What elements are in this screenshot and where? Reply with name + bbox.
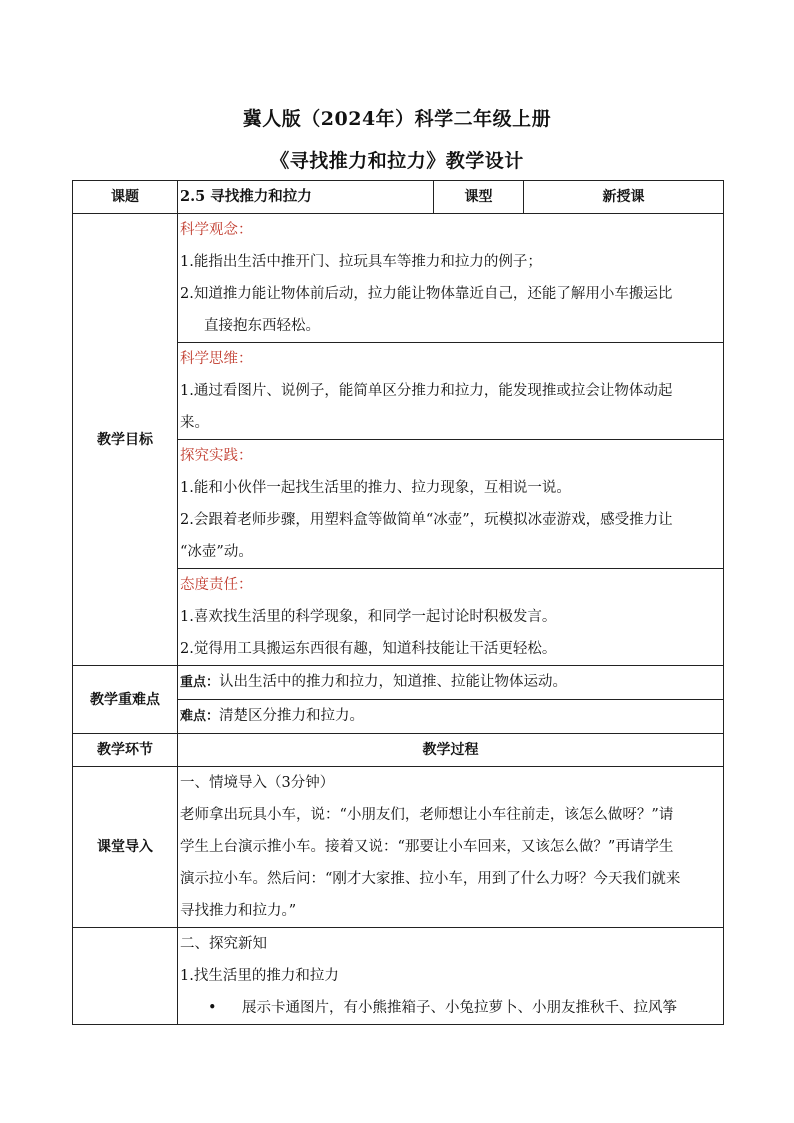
label-topic: 课题 (73, 181, 178, 214)
objective-section (178, 343, 724, 440)
label-type: 课型 (434, 181, 524, 214)
key-label: 重点： (180, 675, 220, 690)
keypoint-row (73, 666, 724, 700)
objective-section (178, 569, 724, 666)
objective-row-1 (73, 214, 724, 343)
objective-line: “冰壶”动。 (180, 544, 253, 560)
lesson-plan-table (72, 180, 724, 1025)
type-value: 新授课 (524, 181, 724, 214)
objective-line: 直接抱东西轻松。 (204, 318, 320, 334)
label-keypoints: 教学重难点 (73, 666, 178, 734)
objective-section (178, 440, 724, 569)
intro-line: 老师拿出玩具小车，说：“小朋友们，老师想让小车往前走，该怎么做呀？”请 (180, 807, 674, 823)
key-text: 认出生活中的推力和拉力，知道推、拉能让物体运动。 (219, 674, 568, 690)
difficulty-point (178, 700, 724, 734)
objective-line: 1.通过看图片、说例子，能简单区分推力和拉力，能发现推或拉会让物体动起 (180, 383, 673, 399)
explore-content (178, 928, 724, 1025)
objective-line: 1.能和小伙伴一起找生活里的推力、拉力现象，互相说一说。 (180, 480, 571, 496)
document-subtitle: 《寻找推力和拉力》教学设计 (270, 150, 524, 172)
intro-line: 演示拉小车。然后问：“刚才大家推、拉小车，用到了什么力呀？今天我们就来 (180, 871, 681, 887)
difficulty-label: 难点： (180, 709, 220, 724)
bullet-item (180, 992, 721, 1024)
bullet-text: 展示卡通图片，有小熊推箱子、小兔拉萝卜、小朋友推秋千、拉风筝 (242, 1000, 677, 1016)
section-heading: 态度责任： (180, 577, 253, 593)
key-point (178, 666, 724, 700)
process-header-row (73, 734, 724, 767)
section-heading: 科学观念： (180, 222, 253, 238)
intro-line: 寻找推力和拉力。” (180, 903, 297, 919)
document-title: 冀人版（2024年）科学二年级上册 (242, 108, 552, 130)
bullet-icon: • (208, 1000, 217, 1016)
section-heading: 探究实践： (180, 448, 253, 464)
process-title: 教学过程 (178, 734, 724, 767)
objective-section (178, 214, 724, 343)
intro-line: 学生上台演示推小车。接着又说：“那要让小车回来，又该怎么做？”再请学生 (180, 839, 674, 855)
section-heading: 科学思维： (180, 351, 253, 367)
topic-value: 2.5 寻找推力和拉力 (178, 181, 434, 214)
objective-line: 2.知道推力能让物体前后动，拉力能让物体靠近自己，还能了解用小车搬运比 (180, 286, 673, 302)
label-stage: 教学环节 (73, 734, 178, 767)
objective-line: 1.能指出生活中推开门、拉玩具车等推力和拉力的例子； (180, 254, 542, 270)
objective-line: 2.觉得用工具搬运东西很有趣，知道科技能让干活更轻松。 (180, 641, 557, 657)
intro-content (178, 767, 724, 928)
objective-line: 1.喜欢找生活里的科学现象，和同学一起讨论时积极发言。 (180, 609, 557, 625)
difficulty-text: 清楚区分推力和拉力。 (219, 708, 365, 724)
objective-line: 2.会跟着老师步骤，用塑料盒等做简单“冰壶”，玩模拟冰壶游戏，感受推力让 (180, 512, 673, 528)
intro-row (73, 767, 724, 928)
explore-line: 1.找生活里的推力和拉力 (180, 968, 339, 984)
label-objectives: 教学目标 (73, 214, 178, 666)
explore-row (73, 928, 724, 1025)
explore-line: 二、探究新知 (180, 936, 267, 952)
objective-line: 来。 (180, 415, 209, 431)
header-row (73, 181, 724, 214)
label-explore (73, 928, 178, 1025)
label-intro: 课堂导入 (73, 767, 178, 928)
intro-line: 一、情境导入（3分钟） (180, 775, 335, 791)
